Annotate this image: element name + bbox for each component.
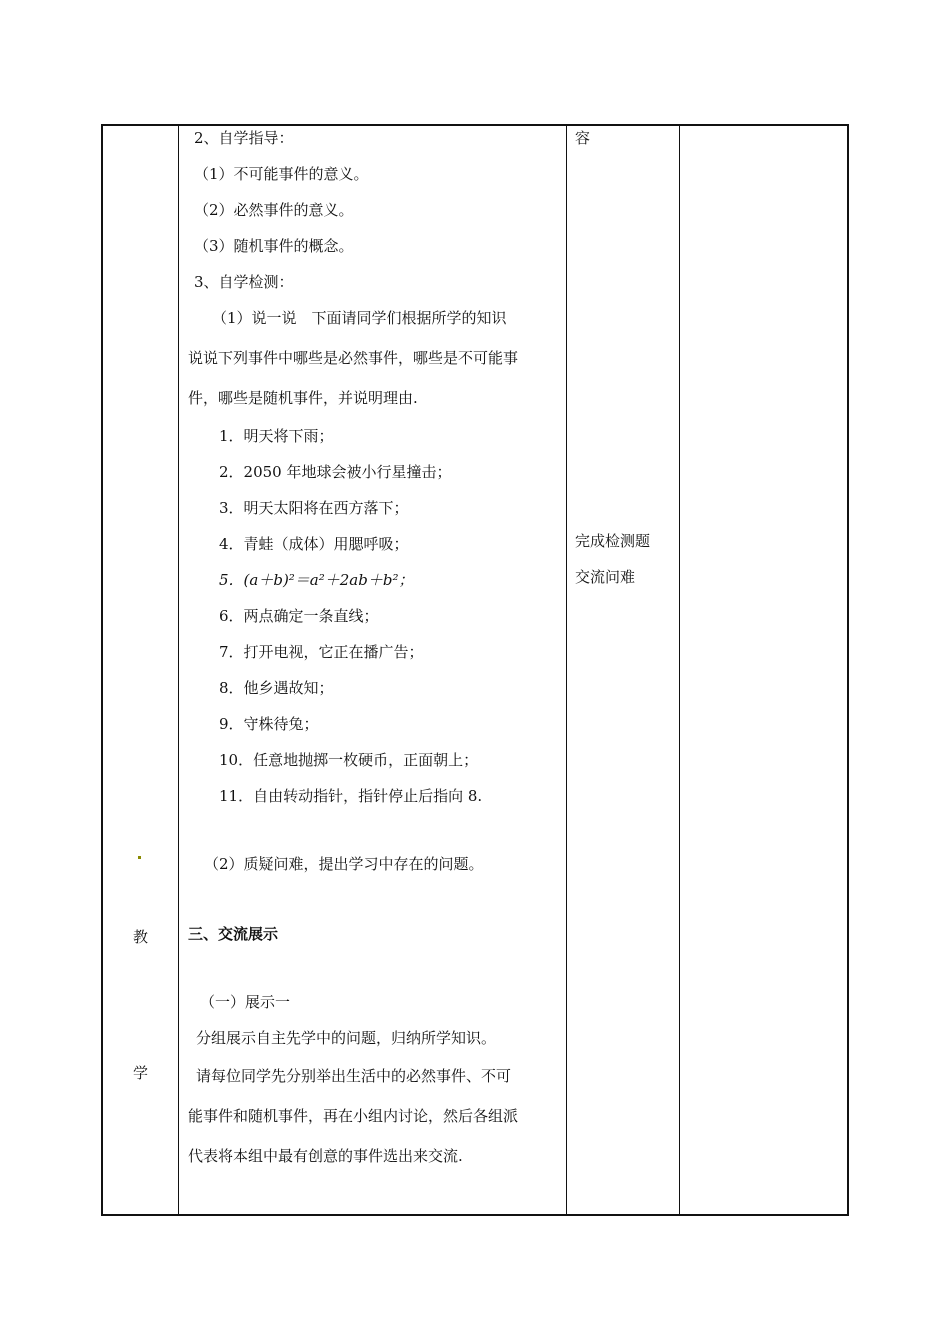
event-item: 2．2050 年地球会被小行星撞击； [219, 463, 452, 481]
event-item-formula: 5．(a＋b)²＝a²＋2ab＋b²； [219, 571, 414, 589]
column-divider-1 [178, 126, 179, 1214]
content-line: （一）展示一 [200, 993, 291, 1011]
content-line: 3、自学检测： [194, 273, 294, 291]
section-heading: 三、交流展示 [188, 925, 279, 943]
activity-top: 容 [575, 129, 591, 147]
content-line: （1）说一说 下面请同学们根据所学的知识 [212, 309, 507, 327]
stage-char-xue: 学 [133, 1064, 149, 1082]
stage-char-jiao: 教 [133, 928, 149, 946]
marker-dot [138, 856, 141, 859]
content-line: （2）质疑问难，提出学习中存在的问题。 [204, 855, 484, 873]
content-line: （2）必然事件的意义。 [194, 201, 354, 219]
content-line: 请每位同学先分别举出生活中的必然事件、不可 [196, 1067, 512, 1085]
event-item: 11．自由转动指针，指针停止后指向 8. [219, 787, 483, 805]
content-line: 说说下列事件中哪些是必然事件，哪些是不可能事 [188, 349, 519, 367]
content-line: 分组展示自主先学中的问题，归纳所学知识。 [196, 1029, 497, 1047]
activity-line: 完成检测题 [575, 532, 651, 550]
event-item: 10．任意地抛掷一枚硬币，正面朝上； [219, 751, 479, 769]
column-divider-3 [679, 126, 680, 1214]
activity-line: 交流问难 [575, 568, 636, 586]
event-item: 9．守株待兔； [219, 715, 319, 733]
event-item: 4．青蛙（成体）用腮呼吸； [219, 535, 409, 553]
event-item: 1．明天将下雨； [219, 427, 334, 445]
content-line: 代表将本组中最有创意的事件选出来交流. [188, 1147, 463, 1165]
content-line: （1）不可能事件的意义。 [194, 165, 369, 183]
content-line: 能事件和随机事件，再在小组内讨论，然后各组派 [188, 1107, 519, 1125]
event-item: 3．明天太阳将在西方落下； [219, 499, 409, 517]
event-item: 8．他乡遇故知； [219, 679, 334, 697]
content-line: （3）随机事件的概念。 [194, 237, 354, 255]
content-line: 2、自学指导： [194, 129, 294, 147]
event-item: 7．打开电视，它正在播广告； [219, 643, 424, 661]
content-line: 件，哪些是随机事件，并说明理由. [188, 389, 418, 407]
column-divider-2 [566, 126, 567, 1214]
event-item: 6．两点确定一条直线； [219, 607, 379, 625]
